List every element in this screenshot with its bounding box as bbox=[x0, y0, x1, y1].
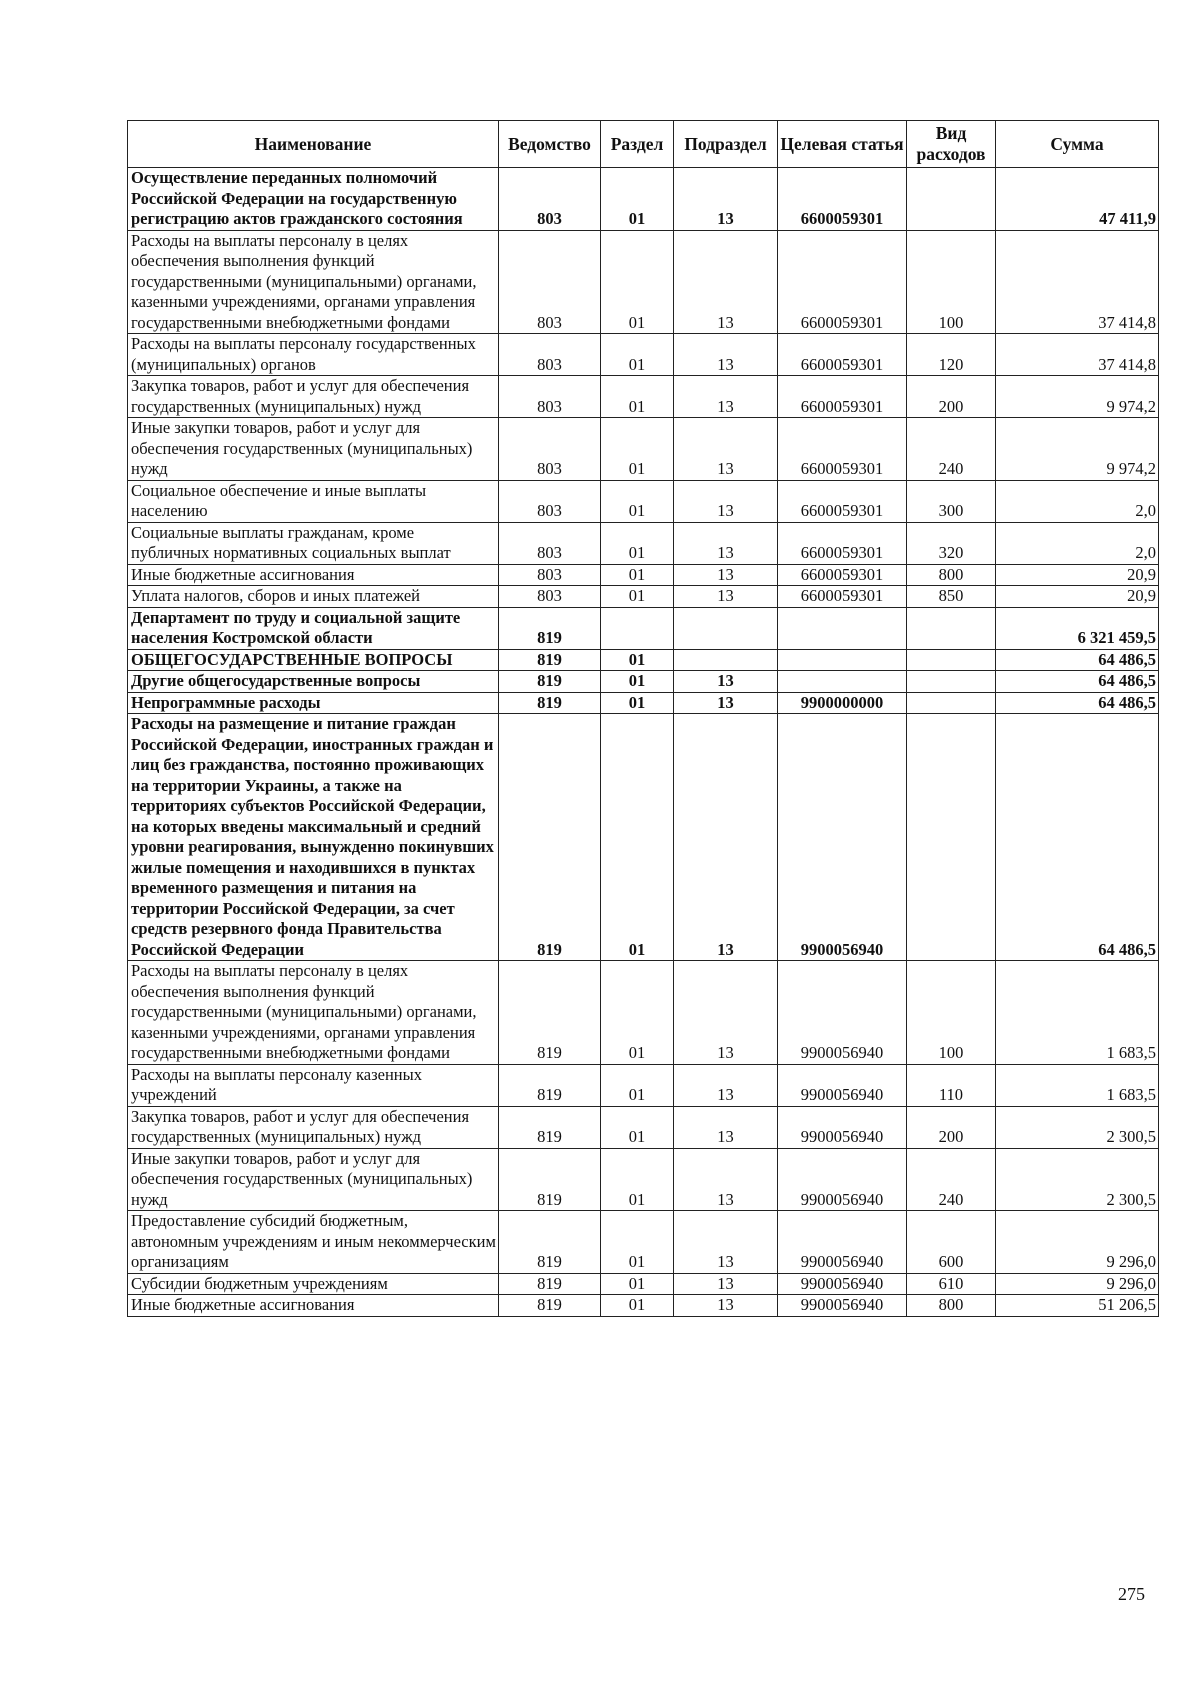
row-target-article-cell: 9900056940 bbox=[778, 714, 907, 961]
header-department: Ведомство bbox=[499, 121, 601, 168]
row-section-cell: 01 bbox=[601, 230, 674, 334]
row-subsection-cell: 13 bbox=[674, 168, 778, 231]
row-sum-cell: 64 486,5 bbox=[996, 714, 1159, 961]
row-expense-type-cell: 600 bbox=[907, 1211, 996, 1274]
row-target-article-cell: 9900056940 bbox=[778, 1106, 907, 1148]
row-name-cell: Закупка товаров, работ и услуг для обеспечения государственных (муниципальных) нужд bbox=[128, 1106, 499, 1148]
table-row bbox=[128, 607, 1159, 649]
row-section-cell: 01 bbox=[601, 671, 674, 693]
table-row bbox=[128, 961, 1159, 1065]
row-section-cell: 01 bbox=[601, 1148, 674, 1211]
row-section-cell: 01 bbox=[601, 649, 674, 671]
table-row bbox=[128, 1295, 1159, 1317]
row-target-article-cell: 6600059301 bbox=[778, 418, 907, 481]
table-row bbox=[128, 1106, 1159, 1148]
row-sum-cell: 1 683,5 bbox=[996, 1064, 1159, 1106]
row-expense-type-cell: 240 bbox=[907, 418, 996, 481]
row-expense-type-cell bbox=[907, 692, 996, 714]
row-department-cell: 803 bbox=[499, 376, 601, 418]
row-name-cell: ОБЩЕГОСУДАРСТВЕННЫЕ ВОПРОСЫ bbox=[128, 649, 499, 671]
row-target-article-cell: 6600059301 bbox=[778, 564, 907, 586]
row-name-cell: Уплата налогов, сборов и иных платежей bbox=[128, 586, 499, 608]
row-expense-type-cell: 200 bbox=[907, 1106, 996, 1148]
row-expense-type-cell: 800 bbox=[907, 1295, 996, 1317]
row-name-cell: Расходы на выплаты персоналу государственных (муниципальных) органов bbox=[128, 334, 499, 376]
row-department-cell: 819 bbox=[499, 714, 601, 961]
row-expense-type-cell bbox=[907, 649, 996, 671]
row-sum-cell: 64 486,5 bbox=[996, 692, 1159, 714]
row-department-cell: 803 bbox=[499, 334, 601, 376]
row-sum-cell: 64 486,5 bbox=[996, 671, 1159, 693]
row-section-cell: 01 bbox=[601, 522, 674, 564]
row-department-cell: 819 bbox=[499, 607, 601, 649]
row-target-article-cell: 9900056940 bbox=[778, 1211, 907, 1274]
row-name-cell: Расходы на размещение и питание граждан Российской Федерации, иностранных граждан и лиц без гражданства, постоянно проживающих на территории Украины, а также на территориях субъектов Российской Федерации, на которых введены максимальный и средний уровни реагирования, вынужденно покинувших жилые помещения и находившихся в пунктах временного размещения и питания на территории Российской Федерации, за счет средств резервного фонда Правительства Российской Федерации bbox=[128, 714, 499, 961]
row-department-cell: 819 bbox=[499, 1148, 601, 1211]
row-section-cell: 01 bbox=[601, 692, 674, 714]
row-subsection-cell: 13 bbox=[674, 1273, 778, 1295]
table-header-row bbox=[128, 121, 1159, 168]
row-name-cell: Расходы на выплаты персоналу казенных учреждений bbox=[128, 1064, 499, 1106]
row-name-cell: Социальное обеспечение и иные выплаты населению bbox=[128, 480, 499, 522]
row-target-article-cell: 6600059301 bbox=[778, 480, 907, 522]
row-subsection-cell: 13 bbox=[674, 714, 778, 961]
table-row bbox=[128, 168, 1159, 231]
row-department-cell: 819 bbox=[499, 692, 601, 714]
table-row bbox=[128, 522, 1159, 564]
row-sum-cell: 2 300,5 bbox=[996, 1148, 1159, 1211]
row-name-cell: Департамент по труду и социальной защите населения Костромской области bbox=[128, 607, 499, 649]
row-section-cell bbox=[601, 607, 674, 649]
row-department-cell: 819 bbox=[499, 961, 601, 1065]
row-department-cell: 803 bbox=[499, 564, 601, 586]
row-sum-cell: 9 296,0 bbox=[996, 1211, 1159, 1274]
row-section-cell: 01 bbox=[601, 1295, 674, 1317]
row-target-article-cell: 9900056940 bbox=[778, 961, 907, 1065]
table-row bbox=[128, 418, 1159, 481]
row-target-article-cell: 6600059301 bbox=[778, 586, 907, 608]
row-section-cell: 01 bbox=[601, 1211, 674, 1274]
row-section-cell: 01 bbox=[601, 586, 674, 608]
table-row bbox=[128, 564, 1159, 586]
row-department-cell: 803 bbox=[499, 230, 601, 334]
row-section-cell: 01 bbox=[601, 1106, 674, 1148]
row-name-cell: Иные закупки товаров, работ и услуг для обеспечения государственных (муниципальных) нужд bbox=[128, 1148, 499, 1211]
row-subsection-cell: 13 bbox=[674, 586, 778, 608]
row-target-article-cell: 6600059301 bbox=[778, 522, 907, 564]
row-department-cell: 803 bbox=[499, 480, 601, 522]
row-subsection-cell: 13 bbox=[674, 671, 778, 693]
row-department-cell: 803 bbox=[499, 522, 601, 564]
row-section-cell: 01 bbox=[601, 480, 674, 522]
row-subsection-cell: 13 bbox=[674, 1148, 778, 1211]
row-section-cell: 01 bbox=[601, 376, 674, 418]
row-subsection-cell: 13 bbox=[674, 480, 778, 522]
row-name-cell: Социальные выплаты гражданам, кроме публичных нормативных социальных выплат bbox=[128, 522, 499, 564]
table-row bbox=[128, 480, 1159, 522]
row-expense-type-cell: 610 bbox=[907, 1273, 996, 1295]
row-section-cell: 01 bbox=[601, 168, 674, 231]
row-expense-type-cell: 300 bbox=[907, 480, 996, 522]
header-expense-type: Вид расходов bbox=[907, 121, 996, 168]
row-department-cell: 819 bbox=[499, 1295, 601, 1317]
row-sum-cell: 1 683,5 bbox=[996, 961, 1159, 1065]
row-department-cell: 819 bbox=[499, 649, 601, 671]
table-row bbox=[128, 1211, 1159, 1274]
row-expense-type-cell: 240 bbox=[907, 1148, 996, 1211]
row-sum-cell: 6 321 459,5 bbox=[996, 607, 1159, 649]
row-subsection-cell: 13 bbox=[674, 522, 778, 564]
row-section-cell: 01 bbox=[601, 1273, 674, 1295]
row-department-cell: 803 bbox=[499, 168, 601, 231]
row-department-cell: 819 bbox=[499, 1211, 601, 1274]
row-sum-cell: 47 411,9 bbox=[996, 168, 1159, 231]
row-expense-type-cell: 320 bbox=[907, 522, 996, 564]
table-row bbox=[128, 1064, 1159, 1106]
row-name-cell: Другие общегосударственные вопросы bbox=[128, 671, 499, 693]
row-expense-type-cell: 100 bbox=[907, 230, 996, 334]
row-expense-type-cell bbox=[907, 168, 996, 231]
row-subsection-cell: 13 bbox=[674, 961, 778, 1065]
table-row bbox=[128, 649, 1159, 671]
row-target-article-cell: 9900056940 bbox=[778, 1148, 907, 1211]
row-target-article-cell: 9900056940 bbox=[778, 1295, 907, 1317]
row-expense-type-cell: 800 bbox=[907, 564, 996, 586]
row-subsection-cell: 13 bbox=[674, 564, 778, 586]
row-expense-type-cell: 850 bbox=[907, 586, 996, 608]
row-target-article-cell: 6600059301 bbox=[778, 376, 907, 418]
header-target-article: Целевая статья bbox=[778, 121, 907, 168]
row-subsection-cell bbox=[674, 607, 778, 649]
row-section-cell: 01 bbox=[601, 418, 674, 481]
row-sum-cell: 9 974,2 bbox=[996, 418, 1159, 481]
table-row bbox=[128, 586, 1159, 608]
row-department-cell: 803 bbox=[499, 586, 601, 608]
row-sum-cell: 37 414,8 bbox=[996, 230, 1159, 334]
row-expense-type-cell: 120 bbox=[907, 334, 996, 376]
row-sum-cell: 20,9 bbox=[996, 586, 1159, 608]
row-name-cell: Субсидии бюджетным учреждениям bbox=[128, 1273, 499, 1295]
row-subsection-cell: 13 bbox=[674, 230, 778, 334]
row-section-cell: 01 bbox=[601, 961, 674, 1065]
row-subsection-cell: 13 bbox=[674, 1295, 778, 1317]
row-name-cell: Иные закупки товаров, работ и услуг для обеспечения государственных (муниципальных) нужд bbox=[128, 418, 499, 481]
table-row bbox=[128, 671, 1159, 693]
row-sum-cell: 2,0 bbox=[996, 522, 1159, 564]
row-name-cell: Осуществление переданных полномочий Российской Федерации на государственную регистрацию актов гражданского состояния bbox=[128, 168, 499, 231]
row-name-cell: Расходы на выплаты персоналу в целях обеспечения выполнения функций государственными (муниципальными) органами, казенными учреждениями, органами управления государственными внебюджетными фондами bbox=[128, 961, 499, 1065]
row-subsection-cell: 13 bbox=[674, 334, 778, 376]
header-subsection: Подраздел bbox=[674, 121, 778, 168]
row-sum-cell: 51 206,5 bbox=[996, 1295, 1159, 1317]
row-target-article-cell: 9900000000 bbox=[778, 692, 907, 714]
row-sum-cell: 2,0 bbox=[996, 480, 1159, 522]
header-sum: Сумма bbox=[996, 121, 1159, 168]
row-sum-cell: 2 300,5 bbox=[996, 1106, 1159, 1148]
header-section: Раздел bbox=[601, 121, 674, 168]
row-target-article-cell: 9900056940 bbox=[778, 1064, 907, 1106]
row-subsection-cell bbox=[674, 649, 778, 671]
row-expense-type-cell: 100 bbox=[907, 961, 996, 1065]
table-row bbox=[128, 334, 1159, 376]
row-target-article-cell bbox=[778, 649, 907, 671]
row-sum-cell: 9 296,0 bbox=[996, 1273, 1159, 1295]
row-expense-type-cell: 110 bbox=[907, 1064, 996, 1106]
header-name: Наименование bbox=[128, 121, 499, 168]
row-target-article-cell: 6600059301 bbox=[778, 230, 907, 334]
row-sum-cell: 20,9 bbox=[996, 564, 1159, 586]
row-target-article-cell: 6600059301 bbox=[778, 168, 907, 231]
row-expense-type-cell: 200 bbox=[907, 376, 996, 418]
table-body bbox=[128, 168, 1159, 1317]
row-subsection-cell: 13 bbox=[674, 376, 778, 418]
row-sum-cell: 9 974,2 bbox=[996, 376, 1159, 418]
row-target-article-cell bbox=[778, 607, 907, 649]
row-department-cell: 819 bbox=[499, 1273, 601, 1295]
table-row bbox=[128, 1148, 1159, 1211]
row-expense-type-cell bbox=[907, 671, 996, 693]
row-subsection-cell: 13 bbox=[674, 692, 778, 714]
table-row bbox=[128, 230, 1159, 334]
row-name-cell: Расходы на выплаты персоналу в целях обеспечения выполнения функций государственными (муниципальными) органами, казенными учреждениями, органами управления государственными внебюджетными фондами bbox=[128, 230, 499, 334]
row-expense-type-cell bbox=[907, 714, 996, 961]
table-row bbox=[128, 692, 1159, 714]
row-name-cell: Непрограммные расходы bbox=[128, 692, 499, 714]
row-section-cell: 01 bbox=[601, 714, 674, 961]
row-name-cell: Иные бюджетные ассигнования bbox=[128, 1295, 499, 1317]
row-section-cell: 01 bbox=[601, 334, 674, 376]
row-subsection-cell: 13 bbox=[674, 418, 778, 481]
table-row bbox=[128, 376, 1159, 418]
row-subsection-cell: 13 bbox=[674, 1211, 778, 1274]
row-department-cell: 819 bbox=[499, 671, 601, 693]
row-department-cell: 819 bbox=[499, 1106, 601, 1148]
row-sum-cell: 64 486,5 bbox=[996, 649, 1159, 671]
row-target-article-cell bbox=[778, 671, 907, 693]
page-number: 275 bbox=[1118, 1584, 1145, 1604]
row-target-article-cell: 6600059301 bbox=[778, 334, 907, 376]
row-sum-cell: 37 414,8 bbox=[996, 334, 1159, 376]
table-row bbox=[128, 1273, 1159, 1295]
row-department-cell: 803 bbox=[499, 418, 601, 481]
row-section-cell: 01 bbox=[601, 1064, 674, 1106]
row-target-article-cell: 9900056940 bbox=[778, 1273, 907, 1295]
row-name-cell: Иные бюджетные ассигнования bbox=[128, 564, 499, 586]
budget-table bbox=[127, 120, 1159, 1317]
row-name-cell: Предоставление субсидий бюджетным, автономным учреждениям и иным некоммерческим организациям bbox=[128, 1211, 499, 1274]
row-name-cell: Закупка товаров, работ и услуг для обеспечения государственных (муниципальных) нужд bbox=[128, 376, 499, 418]
row-subsection-cell: 13 bbox=[674, 1106, 778, 1148]
row-expense-type-cell bbox=[907, 607, 996, 649]
row-subsection-cell: 13 bbox=[674, 1064, 778, 1106]
row-department-cell: 819 bbox=[499, 1064, 601, 1106]
row-section-cell: 01 bbox=[601, 564, 674, 586]
table-row bbox=[128, 714, 1159, 961]
